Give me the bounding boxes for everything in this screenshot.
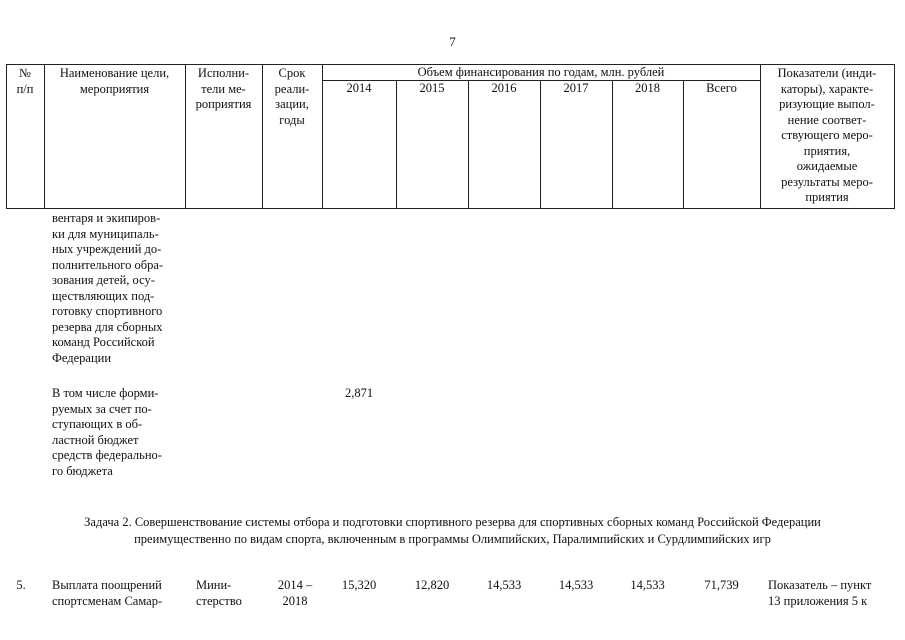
header-year-2015: 2015: [419, 81, 445, 95]
continued-item-name: [52, 211, 192, 366]
row5-name-line-2: спортсменам Самар-: [52, 593, 163, 608]
row5-num: 5.: [16, 578, 26, 592]
header-year-2014: 2014: [346, 81, 372, 95]
header-term-line-2: реали-: [274, 81, 310, 96]
header-exec-line-2: тели ме-: [201, 81, 246, 96]
header-ind-line-5: ствующего меро-: [781, 128, 873, 142]
row5-exec-line-2: стерство: [196, 593, 242, 608]
header-exec-line-1: Исполни-: [197, 66, 250, 80]
cont-line-8: резерва для сборных: [52, 319, 163, 334]
header-year-2016: 2016: [491, 81, 517, 95]
header-exec-line-3: роприятия: [195, 97, 252, 111]
header-ind-line-1: Показатели (инди-: [777, 66, 877, 80]
row5-ind-line-1: Показатель – пункт: [768, 578, 872, 592]
page-number: 7: [449, 34, 456, 49]
row5-exec-line-1: Мини-: [196, 578, 232, 592]
header-ind-line-8: результаты меро-: [781, 174, 873, 189]
cont-line-7: готовку спортивного: [52, 304, 163, 318]
header-term: [262, 66, 322, 128]
row5-executor: [196, 578, 266, 609]
cont-line-5: зования детей, осу-: [52, 273, 155, 287]
header-total: Всего: [706, 81, 737, 95]
vline-11: [894, 64, 895, 209]
header-executors: [185, 66, 262, 113]
row5-ind-line-2: 13 приложения 5 к: [768, 593, 868, 608]
sub-item-value-2014: 2,871: [344, 386, 374, 400]
row5-value-2017: 14,533: [558, 578, 594, 592]
vline-7: [540, 80, 541, 209]
sub-item-name: [52, 386, 192, 479]
row5-term: [265, 578, 325, 609]
sub-line-6: го бюджета: [52, 463, 113, 478]
row5-value-2018: 14,533: [630, 578, 665, 592]
cont-line-6: ществляющих под-: [52, 288, 155, 303]
task-2-line-2: преимущественно по видам спорта, включенным в программы Олимпийских, Паралимпийских и Сурдлимпийских игр: [134, 532, 771, 546]
header-ind-line-4: нение соответ-: [787, 112, 867, 127]
sub-line-5: средств федерально-: [52, 448, 162, 462]
cont-line-1: вентаря и экипиров-: [52, 211, 161, 225]
header-ind-line-7: ожидаемые: [796, 159, 858, 173]
header-name-line-2: мероприятия: [79, 81, 150, 96]
row5-value-2015: 12,820: [414, 578, 450, 592]
cont-line-9: команд Российской: [52, 335, 155, 349]
header-term-line-3: зации,: [275, 97, 309, 111]
sub-line-4: ластной бюджет: [52, 432, 139, 447]
header-ind-line-3: ризующие выпол-: [779, 97, 875, 111]
header-indicators: [760, 66, 894, 206]
cont-line-2: ки для муниципаль-: [52, 226, 159, 241]
header-ind-line-9: приятия: [805, 190, 849, 204]
row5-value-2016: 14,533: [486, 578, 522, 592]
sub-line-2: руемых за счет по-: [52, 401, 152, 416]
header-ind-line-2: каторы), характе-: [780, 81, 874, 96]
header-term-line-4: годы: [279, 112, 305, 127]
header-name: [44, 66, 185, 97]
row5-term-line-1: 2014 –: [277, 578, 313, 592]
cont-line-10: Федерации: [52, 350, 112, 365]
header-name-line-1: Наименование цели,: [59, 66, 170, 80]
header-funding: Объем финансирования по годам, млн. рублей: [417, 65, 665, 79]
vline-9: [683, 80, 684, 209]
cont-line-4: полнительного обра-: [52, 257, 164, 272]
vline-8: [612, 80, 613, 209]
row5-name-line-1: Выплата поощрений: [52, 578, 162, 592]
header-year-2017: 2017: [563, 81, 589, 95]
header-term-line-1: Срок: [278, 66, 306, 80]
header-year-2018: 2018: [635, 81, 660, 95]
header-num-line-1: №: [19, 66, 31, 80]
cont-line-3: ных учреждений до-: [52, 242, 162, 256]
task-2-line-1: Задача 2. Совершенствование системы отбора и подготовки спортивного резерва для спортивных сборных команд Российской Федерации: [84, 515, 821, 529]
header-num-line-2: п/п: [16, 81, 34, 96]
header-num: [6, 66, 44, 97]
vline-6: [468, 80, 469, 209]
sub-line-3: ступающих в об-: [52, 417, 143, 431]
row5-indicator: [768, 578, 894, 609]
row5-name: [52, 578, 186, 609]
header-ind-line-6: приятия,: [803, 143, 851, 158]
row5-value-total: 71,739: [704, 578, 739, 592]
row5-value-2014: 15,320: [341, 578, 377, 592]
vline-5: [396, 80, 397, 209]
sub-line-1: В том числе форми-: [52, 386, 159, 400]
header-bottom-border: [6, 208, 895, 209]
row5-term-line-2: 2018: [282, 593, 308, 608]
